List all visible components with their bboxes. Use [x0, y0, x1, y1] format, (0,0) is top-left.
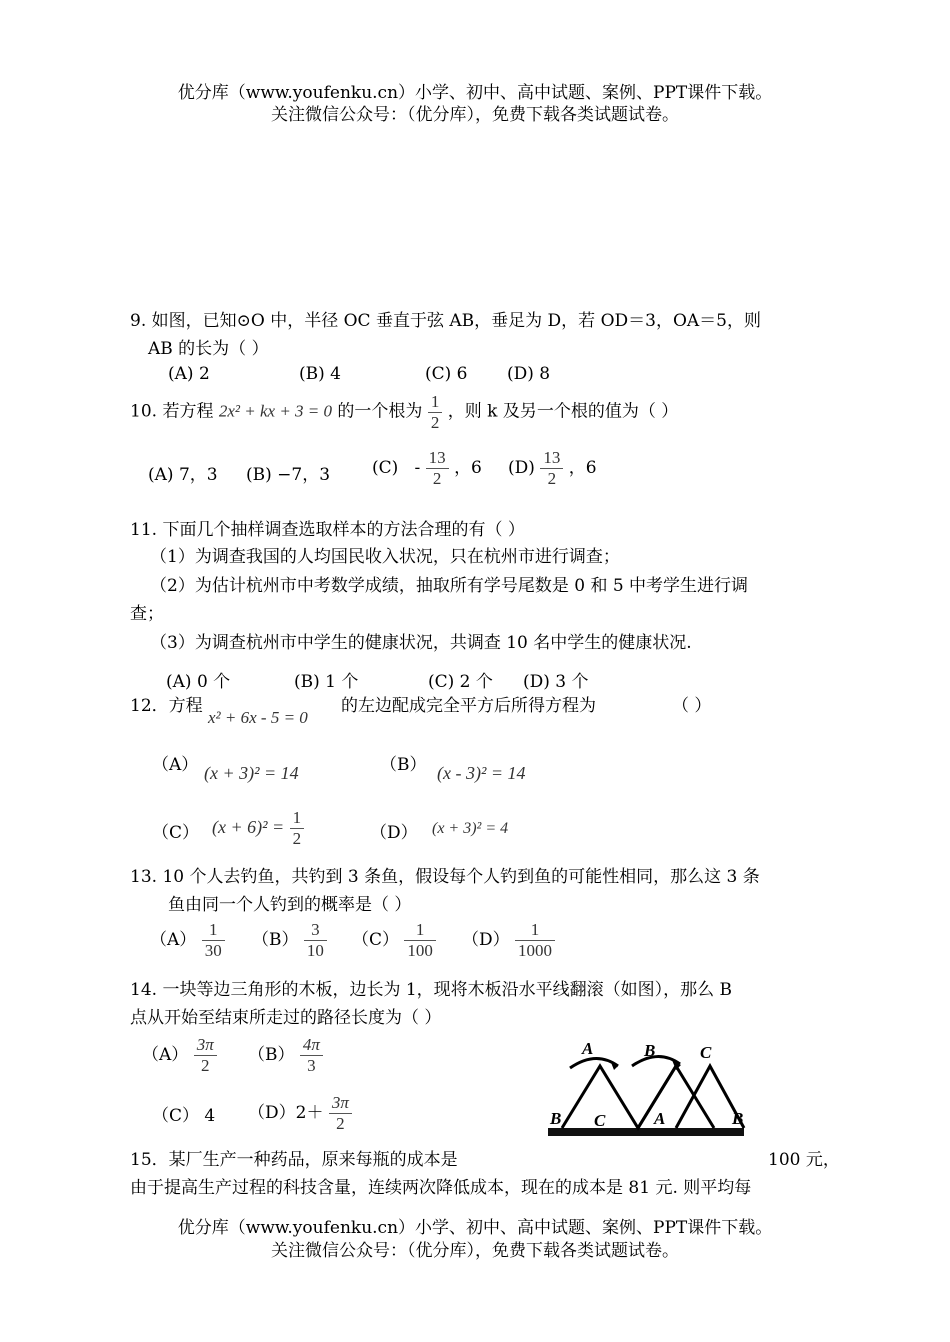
figure-label-b-top: B	[644, 1041, 656, 1060]
q14-option-d-fraction	[329, 1093, 352, 1133]
figure-label-c-top: C	[700, 1043, 712, 1062]
q14-option-a-numerator: 3π	[196, 1035, 214, 1055]
q11-stem: 11. 下面几个抽样调查选取样本的方法合理的有（ ）	[130, 520, 525, 540]
q14-option-b	[248, 1030, 323, 1080]
q10-option-d	[508, 446, 597, 490]
q14-option-b-fraction	[300, 1035, 323, 1075]
q14-option-b-numerator: 4π	[302, 1035, 320, 1055]
q13-option-c	[352, 916, 436, 964]
q10-root-denominator: 2	[428, 412, 443, 433]
footer-line-2: 关注微信公众号：（优分库），免费下载各类试题试卷。	[271, 1241, 679, 1261]
q11-option-b: (B) 1 个	[294, 672, 359, 692]
q10-option-d-label: (D)	[508, 458, 535, 478]
q14-stem-line-2: 点从开始至结束所走过的路径长度为（ ）	[130, 1008, 442, 1028]
q14-option-b-denominator: 3	[300, 1055, 323, 1076]
q14-option-d	[248, 1088, 352, 1138]
q13-option-d-label: （D）	[462, 930, 510, 950]
q11-option-d: (D) 3 个	[523, 672, 589, 692]
q12-label-a: （A）	[152, 755, 199, 775]
ground-line	[548, 1128, 744, 1136]
q13-option-a-denominator: 30	[202, 940, 225, 961]
q11-item-3: （3）为调查杭州市中学生的健康状况，共调查 10 名中学生的健康状况.	[150, 633, 692, 653]
q13-option-a-fraction	[202, 920, 225, 960]
q12-equation-b: (x - 3)² = 14	[437, 763, 526, 783]
q14-option-d-label: （D）2＋	[248, 1103, 324, 1123]
q14-option-a	[142, 1030, 217, 1080]
q10-option-c-numerator: 13	[428, 448, 446, 468]
q13-option-c-fraction	[404, 920, 436, 960]
footer-line-1: 优分库（www.youfenku.cn）小学、初中、高中试题、案例、PPT课件下载。	[177, 1218, 773, 1238]
header-line-1: 优分库（www.youfenku.cn）小学、初中、高中试题、案例、PPT课件下载。	[177, 83, 773, 103]
q9-option-c: (C) 6	[425, 364, 468, 384]
q9-option-a: (A) 2	[168, 364, 210, 384]
q10-option-c-denominator: 2	[426, 468, 449, 489]
q14-option-d-numerator: 3π	[331, 1093, 349, 1113]
q13-option-b-numerator: 3	[311, 920, 320, 940]
q10-option-a: (A) 7，3	[148, 465, 218, 485]
triangle-left-and-middle	[562, 1066, 714, 1128]
q14-option-d-denominator: 2	[329, 1113, 352, 1134]
q12-suffix: 的左边配成完全平方后所得方程为	[341, 696, 596, 716]
q13-option-b-denominator: 10	[304, 940, 327, 961]
header-line-2: 关注微信公众号：（优分库），免费下载各类试题试卷。	[271, 105, 679, 125]
q10-option-c-label: (C)	[372, 458, 399, 478]
q10-suffix: ，则 k 及另一个根的值为（ ）	[447, 401, 679, 422]
q10-option-d-tail: ，6	[568, 458, 597, 478]
q13-option-b	[252, 916, 327, 964]
q13-option-d-fraction	[515, 920, 555, 960]
q12-equation-c-fraction	[290, 808, 305, 848]
q9-stem-line-1: 9. 如图，已知⊙O 中，半径 OC 垂直于弦 AB，垂足为 D，若 OD＝3，OA＝5，则	[130, 311, 761, 331]
figure-label-b-right: B	[732, 1109, 744, 1128]
q10-option-d-numerator: 13	[543, 448, 561, 468]
q10-root-fraction	[428, 392, 443, 432]
q12-answer-paren: （ ）	[672, 696, 712, 716]
q11-item-2-line-1: （2）为估计杭州市中考数学成绩，抽取所有学号尾数是 0 和 5 中考学生进行调	[150, 576, 749, 596]
q10-option-c-fraction	[426, 448, 449, 488]
q13-option-c-label: （C）	[352, 930, 400, 950]
q13-option-b-fraction	[304, 920, 327, 960]
q10-option-c-sign: -	[414, 458, 421, 478]
q11-item-1: （1）为调查我国的人均国民收入状况，只在杭州市进行调查；	[150, 547, 620, 567]
arc-arrow-1	[570, 1058, 618, 1068]
q13-option-c-denominator: 100	[404, 940, 436, 961]
q12-equation: x² + 6x - 5 = 0	[208, 708, 308, 727]
figure-label-b-left: B	[550, 1109, 562, 1128]
q13-option-d-numerator: 1	[530, 920, 540, 940]
q13-stem-line-2: 鱼由同一个人钓到的概率是（ ）	[168, 895, 412, 915]
q14-option-a-fraction	[194, 1035, 217, 1075]
q12-label-c: （C）	[152, 823, 200, 843]
q12-equation-c-numerator: 1	[292, 808, 302, 828]
q12-equation-c-left: (x + 6)² =	[212, 817, 285, 837]
q13-option-a-numerator: 1	[208, 920, 218, 940]
q11-option-c: (C) 2 个	[428, 672, 493, 692]
q14-option-a-denominator: 2	[194, 1055, 217, 1076]
q13-option-a	[150, 916, 225, 964]
q11-item-2-line-2: 查；	[130, 604, 164, 624]
q14-option-c: （C） 4	[152, 1106, 216, 1126]
q13-option-b-label: （B）	[252, 930, 299, 950]
q15-line-1-left: 15．某厂生产一种药品，原来每瓶的成本是	[130, 1150, 458, 1170]
q12-prefix: 12．方程	[130, 696, 203, 716]
q14-option-b-label: （B）	[248, 1045, 295, 1065]
q10-middle: 的一个根为	[337, 401, 423, 422]
q12-label-d: （D）	[370, 823, 418, 843]
q12-label-b: （B）	[380, 755, 427, 775]
q10-option-d-fraction	[540, 448, 563, 488]
q10-root-numerator: 1	[430, 392, 440, 411]
q10-option-c-tail: ，6	[454, 458, 482, 478]
q10-option-b: (B) −7，3	[246, 465, 331, 485]
q10-option-c	[372, 446, 482, 490]
q10-stem	[130, 392, 678, 442]
q13-option-c-numerator: 1	[415, 920, 425, 940]
q14-stem-line-1: 14. 一块等边三角形的木板，边长为 1，现将木板沿水平线翻滚（如图），那么 B	[130, 980, 733, 1000]
q10-option-d-denominator: 2	[540, 468, 563, 489]
q14-option-a-label: （A）	[142, 1045, 189, 1065]
q9-option-b: (B) 4	[299, 364, 341, 384]
q13-option-a-label: （A）	[150, 930, 197, 950]
q9-option-d: (D) 8	[507, 364, 551, 384]
rolling-triangle-figure	[540, 1036, 755, 1140]
q12-equation-c-denominator: 2	[290, 828, 305, 849]
q10-prefix: 10. 若方程	[130, 401, 214, 422]
q12-equation-c	[212, 804, 304, 851]
q9-stem-line-2: AB 的长为（ ）	[148, 339, 269, 359]
q13-stem-line-1: 13. 10 个人去钓鱼，共钓到 3 条鱼，假设每个人钓到鱼的可能性相同，那么这 3 条	[130, 867, 760, 887]
q15-line-1-right: 100 元，	[768, 1150, 840, 1170]
q12-equation-a: (x + 3)² = 14	[204, 763, 299, 783]
figure-label-a-bottom: A	[654, 1109, 666, 1128]
q12-equation-d: (x + 3)² = 4	[432, 820, 509, 837]
q13-option-d	[462, 916, 555, 964]
q13-option-d-denominator: 1000	[515, 940, 555, 961]
figure-label-c-bottom: C	[594, 1111, 606, 1130]
q15-line-2: 由于提高生产过程的科技含量，连续两次降低成本，现在的成本是 81 元. 则平均每	[130, 1178, 752, 1198]
figure-label-a-top: A	[582, 1039, 594, 1058]
q10-equation: 2x² + kx + 3 = 0	[218, 401, 333, 421]
q11-option-a: (A) 0 个	[166, 672, 231, 692]
